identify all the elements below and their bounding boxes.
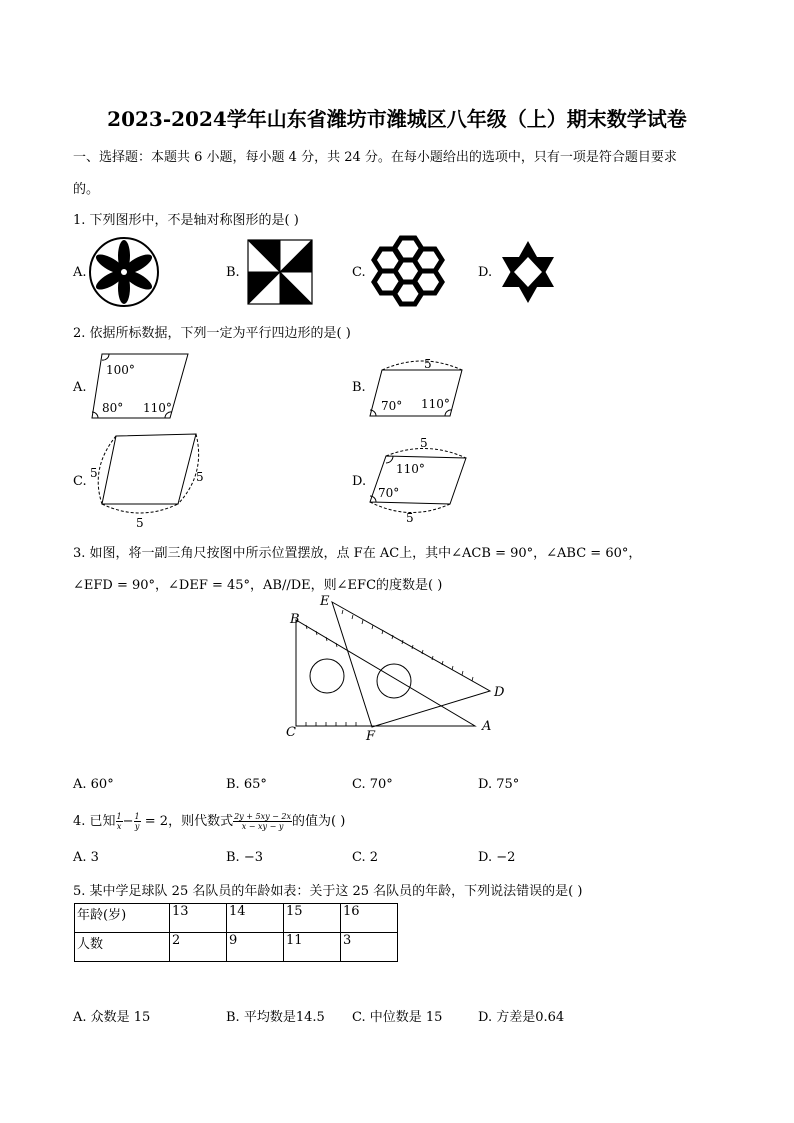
pinwheel-icon <box>248 240 312 304</box>
flower-circle-icon <box>88 236 160 308</box>
table-cell: 15 <box>284 904 341 933</box>
q2d-top-5: 5 <box>420 436 428 450</box>
q3-triangle-figure <box>280 590 505 746</box>
table-cell: 11 <box>284 933 341 962</box>
q2a-angle-100: 100° <box>106 363 135 377</box>
q2c-right-5: 5 <box>196 470 204 484</box>
q4-frac3-den: x − xy − y <box>241 822 284 831</box>
q4-equals: = 2，则代数式 <box>140 814 234 829</box>
q2-stem: 2. 依据所标数据，下列一定为平行四边形的是( ) <box>73 326 351 341</box>
age-table <box>74 903 398 962</box>
q2-figure-a <box>88 350 200 422</box>
q1-option-d[interactable]: D. <box>478 265 493 280</box>
section-heading-line1: 一、选择题：本题共 6 小题，每小题 4 分，共 24 分。在每小题给出的选项中，只有一项是符合题目要求 <box>73 150 677 165</box>
q4-option-a[interactable]: A. 3 <box>73 850 99 865</box>
page-title: 2023-2024学年山东省潍坊市潍城区八年级（上）期末数学试卷 <box>107 107 687 131</box>
q1-stem: 1. 下列图形中，不是轴对称图形的是( ) <box>73 213 299 228</box>
q2b-angle-70: 70° <box>381 399 403 413</box>
q3-option-b[interactable]: B. 65° <box>226 777 267 792</box>
q3-label-e: E <box>320 594 330 609</box>
q1-option-c[interactable]: C. <box>352 265 366 280</box>
q4-frac-1x <box>116 812 123 831</box>
q2a-angle-80: 80° <box>102 401 124 415</box>
q2a-angle-110: 110° <box>143 401 172 415</box>
table-cell: 16 <box>341 904 398 933</box>
q4-frac1-den: x <box>116 822 122 831</box>
q2-option-c[interactable]: C. <box>73 474 87 489</box>
q3-label-c: C <box>286 725 296 740</box>
q5-option-a[interactable]: A. 众数是 15 <box>73 1010 151 1025</box>
table-row <box>75 933 398 962</box>
q2d-angle-110: 110° <box>396 462 425 476</box>
section-heading-line2: 的。 <box>73 182 100 197</box>
table-cell: 3 <box>341 933 398 962</box>
q1-option-a[interactable]: A. <box>73 265 87 280</box>
q2-figure-c <box>88 432 218 532</box>
q3-label-d: D <box>494 685 505 700</box>
q3-option-a[interactable]: A. 60° <box>73 777 114 792</box>
q3-stem-line1: 3. 如图，将一副三角尺按图中所示位置摆放，点 F在 AC上，其中∠ACB = 90°，∠ABC = 60°， <box>73 546 642 561</box>
q5-stem: 5. 某中学足球队 25 名队员的年龄如表：关于这 25 名队员的年龄，下列说法错误的是( ) <box>73 884 583 899</box>
six-point-star-icon <box>497 239 559 305</box>
q2c-bottom-5: 5 <box>136 516 144 530</box>
q2d-angle-70: 70° <box>378 486 400 500</box>
table-row <box>75 904 398 933</box>
q3-label-f: F <box>366 729 376 744</box>
q2-option-b[interactable]: B. <box>352 380 366 395</box>
q4-frac1-num: 1 <box>116 812 122 821</box>
hexagon-ring-icon <box>368 236 448 306</box>
q1-option-b[interactable]: B. <box>226 265 240 280</box>
q4-suffix: 的值为( ) <box>292 814 346 829</box>
table-cell: 14 <box>227 904 284 933</box>
table-cell: 年龄(岁) <box>75 904 170 933</box>
q2-figure-d <box>366 430 496 530</box>
q4-frac-expr <box>233 812 292 831</box>
q3-label-b: B <box>290 612 300 627</box>
q2-option-d[interactable]: D. <box>352 474 367 489</box>
q4-option-d[interactable]: D. −2 <box>478 850 516 865</box>
q4-frac2-num: 1 <box>134 812 140 821</box>
q2c-left-5: 5 <box>90 466 98 480</box>
q4-frac2-den: y <box>134 822 140 831</box>
q4-stem <box>73 807 345 837</box>
q2d-bottom-5: 5 <box>406 511 414 525</box>
q4-frac-1y <box>134 812 141 831</box>
q2-option-a[interactable]: A. <box>73 380 87 395</box>
table-cell: 人数 <box>75 933 170 962</box>
q3-option-d[interactable]: D. 75° <box>478 777 520 792</box>
q4-minus: − <box>122 814 134 829</box>
q4-frac3-num: 2y + 5xy − 2x <box>234 812 291 821</box>
q3-label-a: A <box>482 719 492 734</box>
q5-option-b[interactable]: B. 平均数是14.5 <box>226 1010 325 1025</box>
q2-figure-b <box>366 352 496 422</box>
table-cell: 2 <box>170 933 227 962</box>
q3-stem-line2: ∠EFD = 90°，∠DEF = 45°，AB//DE，则∠EFC的度数是( ) <box>73 578 443 593</box>
q2b-angle-110: 110° <box>421 397 450 411</box>
table-cell: 13 <box>170 904 227 933</box>
q4-prefix: 4. 已知 <box>73 814 116 829</box>
q4-option-c[interactable]: C. 2 <box>352 850 379 865</box>
q3-option-c[interactable]: C. 70° <box>352 777 393 792</box>
q5-option-c[interactable]: C. 中位数是 15 <box>352 1010 443 1025</box>
q5-option-d[interactable]: D. 方差是0.64 <box>478 1010 565 1025</box>
q2b-top-5: 5 <box>424 357 432 371</box>
q4-option-b[interactable]: B. −3 <box>226 850 263 865</box>
table-cell: 9 <box>227 933 284 962</box>
